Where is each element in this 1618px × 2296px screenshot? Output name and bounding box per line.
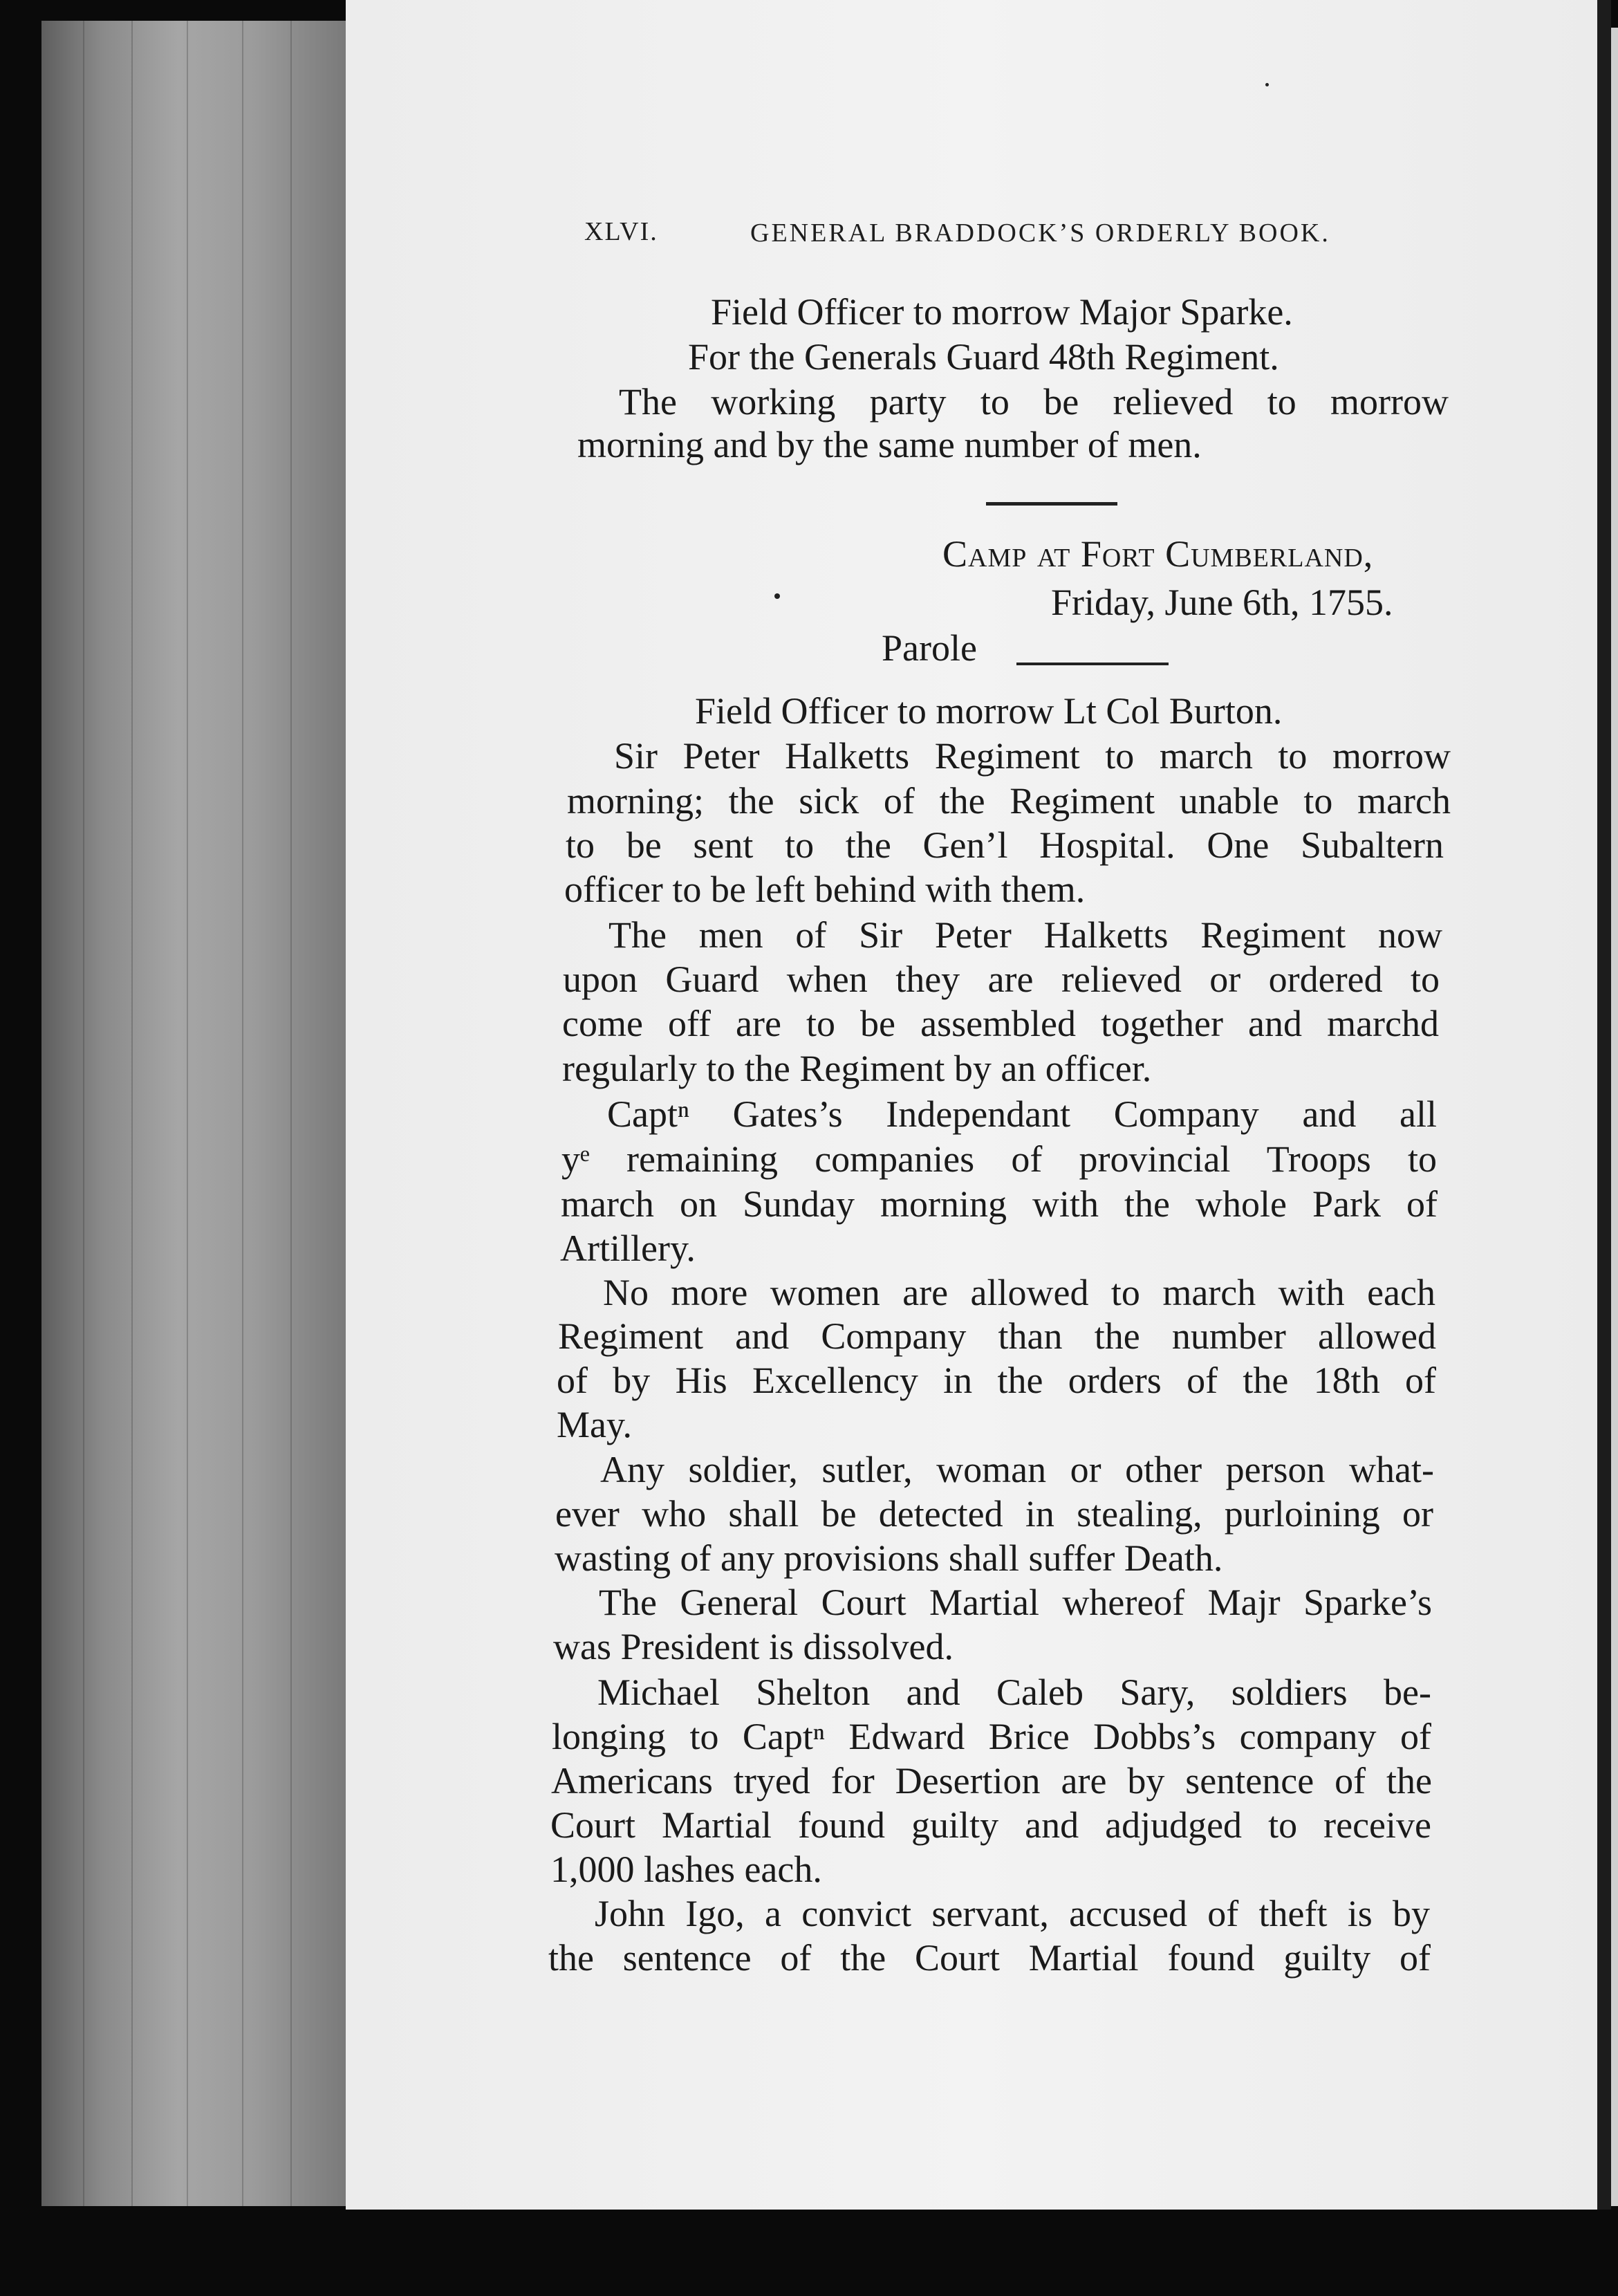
text-line: Any soldier, sutler, woman or other person what- (600, 1449, 1434, 1490)
parole-label: Parole (882, 627, 977, 669)
text-line: The men of Sir Peter Halketts Regiment now (608, 914, 1442, 956)
text-line: Michael Shelton and Caleb Sary, soldiers be- (597, 1672, 1431, 1713)
text-line: Field Officer to morrow Lt Col Burton. (695, 690, 1283, 732)
text-line: Sir Peter Halketts Regiment to march to morrow (614, 735, 1451, 777)
text-line: May. (557, 1404, 632, 1445)
running-title: GENERAL BRADDOCK’S ORDERLY BOOK. (750, 219, 1330, 248)
text-line: the sentence of the Court Martial found guilty of (548, 1937, 1431, 1979)
parole-blank (1016, 663, 1169, 665)
camp-dateline: Camp at Fort Cumberland, (942, 533, 1374, 575)
text-line: Field Officer to morrow Major Sparke. (711, 291, 1293, 333)
text-line: The General Court Martial whereof Majr Sparke’s (599, 1582, 1432, 1623)
scan-speck (1265, 83, 1269, 86)
text-line: wasting of any provisions shall suffer Death. (555, 1537, 1223, 1579)
text-line: For the Generals Guard 48th Regiment. (688, 336, 1279, 378)
book-page (346, 0, 1611, 2210)
text-line: regularly to the Regiment by an officer. (562, 1048, 1152, 1089)
text-line: John Igo, a convict servant, accused of theft is by (595, 1893, 1430, 1934)
text-line: of by His Excellency in the orders of the 18th of (557, 1360, 1436, 1401)
text-line: Regiment and Company than the number allowed (558, 1315, 1436, 1357)
text-line: officer to be left behind with them. (564, 869, 1086, 910)
text-line: ever who shall be detected in stealing, purloining or (555, 1493, 1433, 1535)
text-line: upon Guard when they are relieved or ordered to (563, 959, 1440, 1000)
running-header (584, 211, 1552, 266)
page-edge-stack (41, 21, 348, 2206)
text-line: Captⁿ Gates’s Independant Company and all (607, 1093, 1437, 1135)
text-line: Artillery. (560, 1228, 696, 1269)
text-line: come off are to be assembled together and marchd (562, 1003, 1439, 1044)
text-line: to be sent to the Gen’l Hospital. One Subaltern (566, 824, 1444, 866)
text-line: morning; the sick of the Regiment unable to march (567, 780, 1451, 822)
text-line: Americans tryed for Desertion are by sentence of the (551, 1760, 1432, 1802)
section-rule (986, 502, 1117, 506)
date-line: Friday, June 6th, 1755. (1051, 582, 1393, 623)
text-line: No more women are allowed to march with each (603, 1272, 1435, 1313)
scan-speck (774, 593, 780, 599)
text-line: march on Sunday morning with the whole Park of (561, 1183, 1438, 1225)
text-line: longing to Captⁿ Edward Brice Dobbs’s company of (552, 1716, 1431, 1757)
text-line: morning and by the same number of men. (577, 424, 1202, 465)
text-line: was President is dissolved. (553, 1626, 954, 1667)
text-line: Court Martial found guilty and adjudged to receive (550, 1804, 1431, 1846)
text-line: The working party to be relieved to morrow (619, 381, 1449, 423)
text-line: yᵉ remaining companies of provincial Troops to (561, 1138, 1437, 1180)
text-line: 1,000 lashes each. (550, 1849, 822, 1890)
page-number: XLVI. (584, 217, 658, 246)
